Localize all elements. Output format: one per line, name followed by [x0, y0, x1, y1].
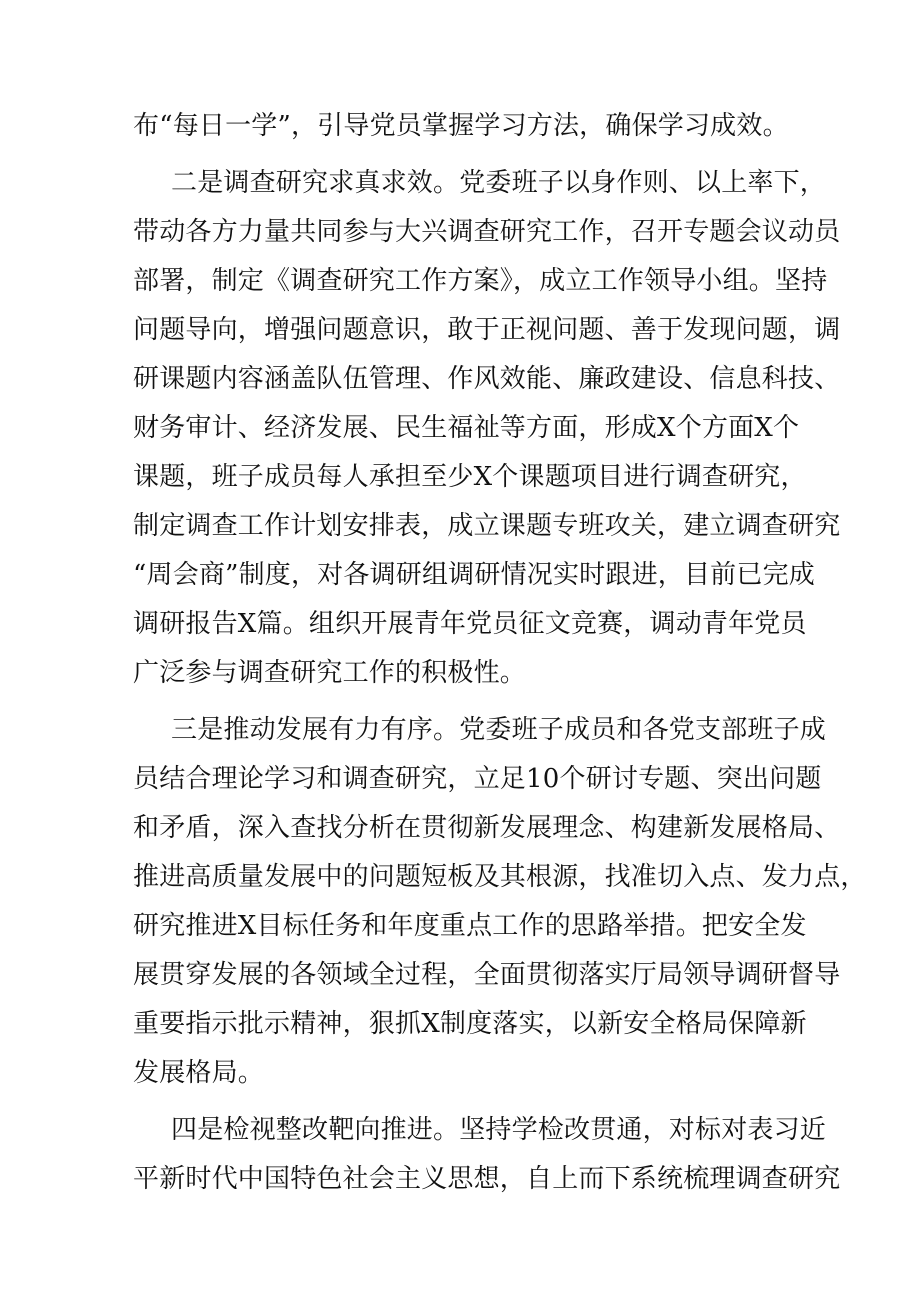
text-line: 财务审计、经济发展、民生福祉等方面，形成X个方面X个	[133, 413, 800, 443]
text-line: 调研报告X篇。组织开展青年党员征文竞赛，调动青年党员	[133, 609, 807, 639]
text-line: 广泛参与调查研究工作的积极性。	[133, 658, 527, 688]
text-line: 和矛盾，深入查找分析在贯彻新发展理念、构建新发展格局、	[133, 813, 841, 843]
text-line: 推进高质量发展中的问题短板及其根源，找准切入点、发力点，	[133, 862, 867, 892]
paragraph-start-line: 四是检视整改靶向推进。坚持学检改贯通，对标对表习近	[171, 1115, 827, 1145]
text-line: 部署，制定《调查研究工作方案》，成立工作领导小组。坚持	[133, 266, 828, 296]
text-line: 带动各方力量共同参与大兴调查研究工作，召开专题会议动员	[133, 217, 841, 247]
text-line: 问题导向，增强问题意识，敢于正视问题、善于发现问题，调	[133, 315, 841, 345]
text-line: 重要指示批示精神，狠抓X制度落实，以新安全格局保障新	[133, 1009, 807, 1039]
paragraph-start-line: 二是调查研究求真求效。党委班子以身作则、以上率下，	[171, 168, 827, 198]
text-line: 员结合理论学习和调查研究，立足10个研讨专题、突出问题	[133, 764, 822, 794]
paragraph-start-line: 三是推动发展有力有序。党委班子成员和各党支部班子成	[171, 715, 827, 745]
text-line: 发展格局。	[133, 1058, 265, 1088]
text-line: 研课题内容涵盖队伍管理、作风效能、廉政建设、信息科技、	[133, 364, 841, 394]
text-line: 布“每日一学”，引导党员掌握学习方法，确保学习成效。	[133, 111, 789, 141]
text-line: 展贯穿发展的各领域全过程，全面贯彻落实厅局领导调研督导	[133, 960, 841, 990]
text-line: “周会商”制度，对各调研组调研情况实时跟进，目前已完成	[133, 560, 815, 590]
text-line: 课题，班子成员每人承担至少X个课题项目进行调查研究，	[133, 462, 807, 492]
text-line: 制定调查工作计划安排表，成立课题专班攻关，建立调查研究	[133, 511, 841, 541]
text-line: 平新时代中国特色社会主义思想，自上而下系统梳理调查研究	[133, 1164, 841, 1194]
text-line: 研究推进X目标任务和年度重点工作的思路举措。把安全发	[133, 911, 807, 941]
